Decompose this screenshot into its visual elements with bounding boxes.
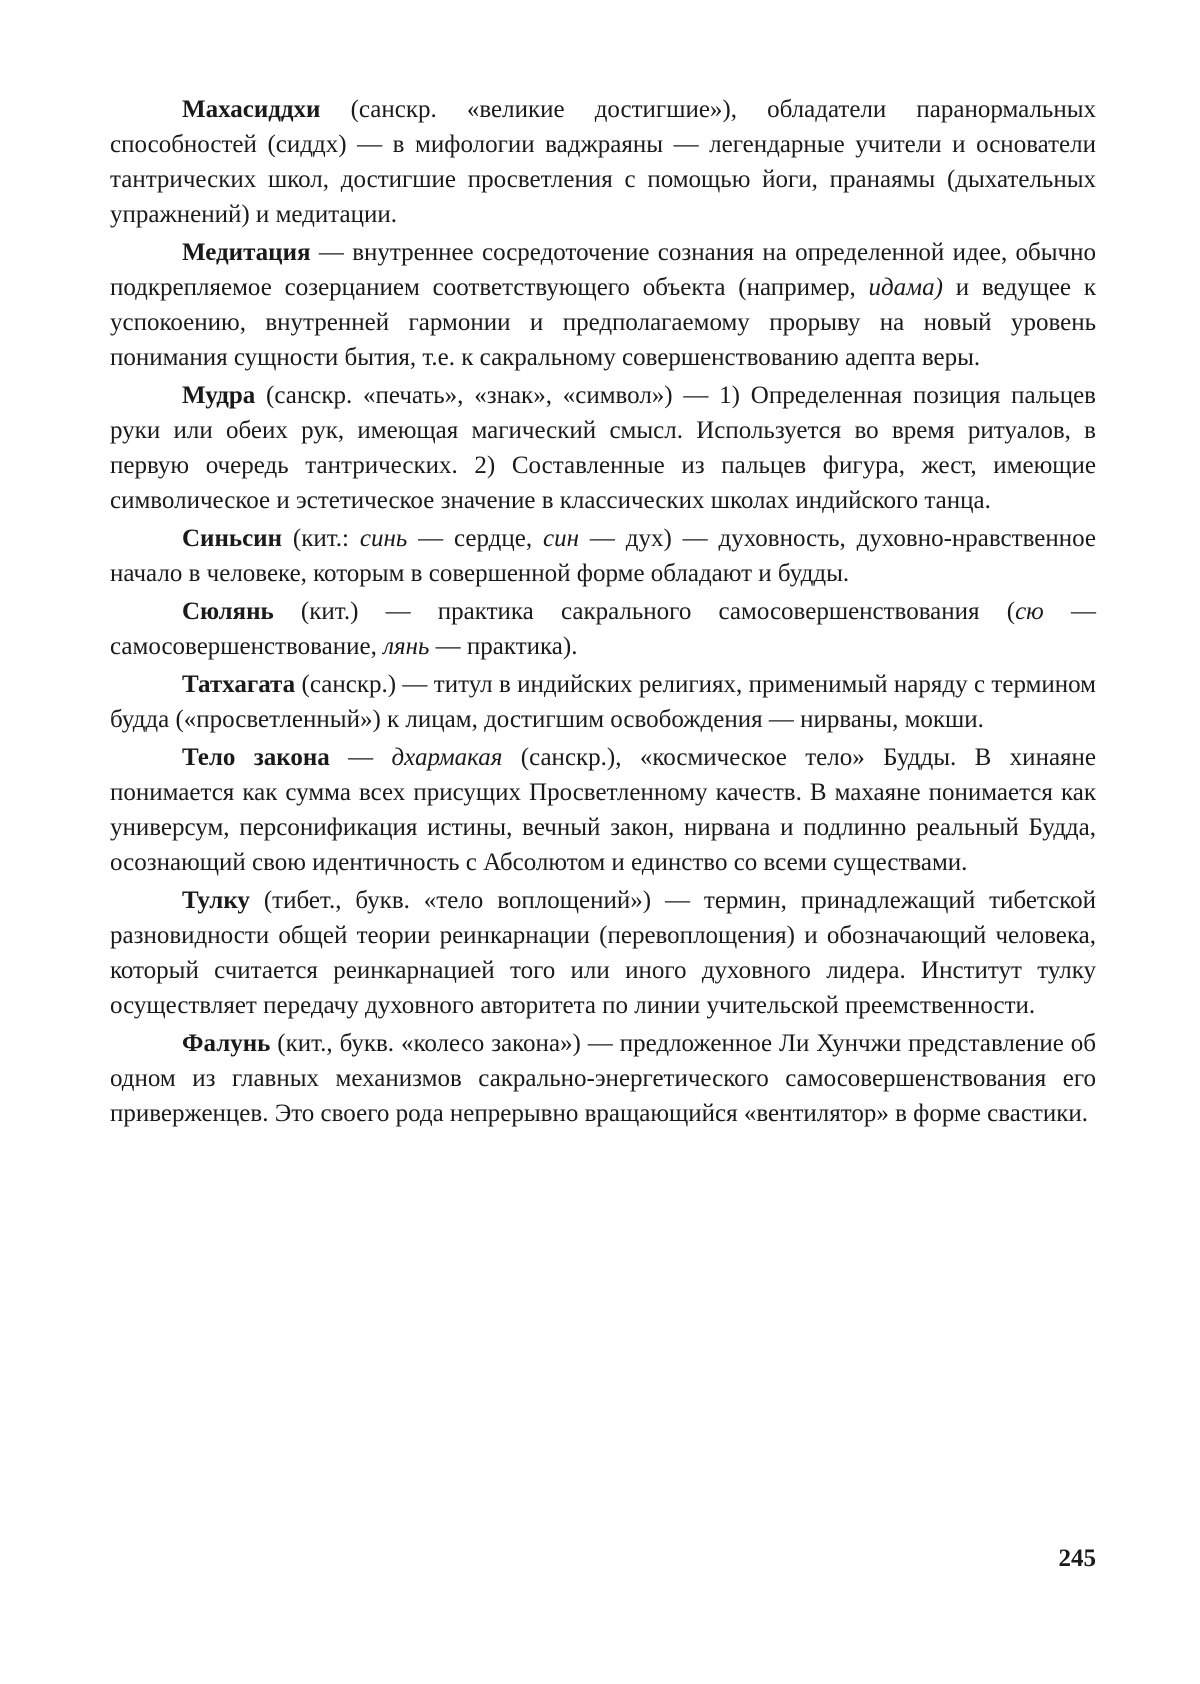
entry-body: и ведущее к успокоению, внутренней гармонии и предполагаемому прорыву на новый уровень понимания сущности бытия, т.е. к сакральному совершенствованию адепта веры.	[110, 274, 1096, 371]
entry-body: —	[329, 744, 392, 771]
entry-body: (тибет., букв. «тело воплощений») — термин, принадлежащий тибетской разновидности общей теории реинкарнации (перевоплощения) и обозначающий человека, который считается реинкарнацией того или иного духовного лидера. Институт тулку осуществляет передачу духовного авторитета по линии учительской преемственности.	[110, 887, 1096, 1019]
entry-falun	[110, 1026, 1096, 1131]
entry-body: (санскр. «великие достигшие»), обладатели паранормальных способностей (сиддх) — в мифологии ваджраяны — легендарные учители и основатели тантрических школ, достигшие просветления с помощью йоги, пранаямы (дыхательных упражнений) и медитации.	[110, 96, 1096, 228]
entry-body: — самосовершенствование,	[110, 598, 1097, 660]
entry-italic: синь	[359, 525, 408, 552]
entry-sinsin	[110, 521, 1096, 591]
entry-body: (санскр.) — титул в индийских религиях, применимый наряду с термином будда («просветленный») к лицам, достигшим освобождения — нирваны, мокши.	[110, 671, 1096, 733]
entry-term: Тулку	[182, 887, 250, 914]
entry-body: — сердце,	[407, 525, 543, 552]
entry-body: (санскр. «печать», «знак», «символ») — 1) Определенная позиция пальцев руки или обеих рук, имеющая магический смысл. Используется во время ритуалов, в первую очередь тантрических. 2) Составленные из пальцев фигура, жест, имеющие символическое и эстетическое значение в классических школах индийского танца.	[110, 382, 1096, 514]
entry-italic: лянь	[383, 633, 430, 660]
entry-italic: сю	[1015, 598, 1044, 625]
entry-body: (санскр.), «космическое тело» Будды. В хинаяне понимается как сумма всех присущих Просветленному качеств. В махаяне понимается как универсум, персонификация истины, вечный закон, нирвана и подлинно реальный Будда, осознающий свою идентичность с Абсолютом и единство со всеми существами.	[110, 744, 1097, 876]
entry-body: — дух) — духовность, духовно-нравственное начало в человеке, которым в совершенной форме обладают и будды.	[110, 525, 1096, 587]
entry-dharmakaya	[110, 740, 1096, 880]
entry-body: (кит.:	[282, 525, 360, 552]
entry-term: Махасиддхи	[182, 96, 321, 123]
entry-italic: дхармакая	[391, 744, 503, 771]
entry-term: Татхагата	[182, 671, 296, 698]
entry-term: Тело закона	[182, 744, 330, 771]
entry-mahasiddhi	[110, 92, 1096, 232]
entry-italic: син	[542, 525, 579, 552]
glossary-text	[110, 92, 1096, 1134]
entry-term: Синьсин	[182, 525, 282, 552]
entry-body: — внутреннее сосредоточение сознания на определенной идее, обычно подкрепляемое созерцанием соответствующего объекта (например,	[110, 239, 1096, 301]
entry-sulian	[110, 594, 1096, 664]
entry-term: Мудра	[182, 382, 256, 409]
entry-italic: идама)	[868, 274, 943, 301]
entry-mudra	[110, 378, 1096, 518]
entry-body: — практика).	[429, 633, 578, 660]
entry-body: (кит., букв. «колесо закона») — предложенное Ли Хунчжи представление об одном из главных механизмов сакрально-энергетического самосовершенствования его приверженцев. Это своего рода непрерывно вращающийся «вентилятор» в форме свастики.	[110, 1030, 1096, 1127]
page-number: 245	[1058, 1545, 1096, 1572]
entry-body: (кит.) — практика сакрального самосовершенствования (	[273, 598, 1016, 625]
entry-meditation	[110, 235, 1096, 375]
entry-term: Сюлянь	[182, 598, 274, 625]
entry-tulku	[110, 883, 1096, 1023]
entry-tathagata	[110, 667, 1096, 737]
entry-term: Медитация	[182, 239, 311, 266]
entry-term: Фалунь	[182, 1030, 271, 1057]
